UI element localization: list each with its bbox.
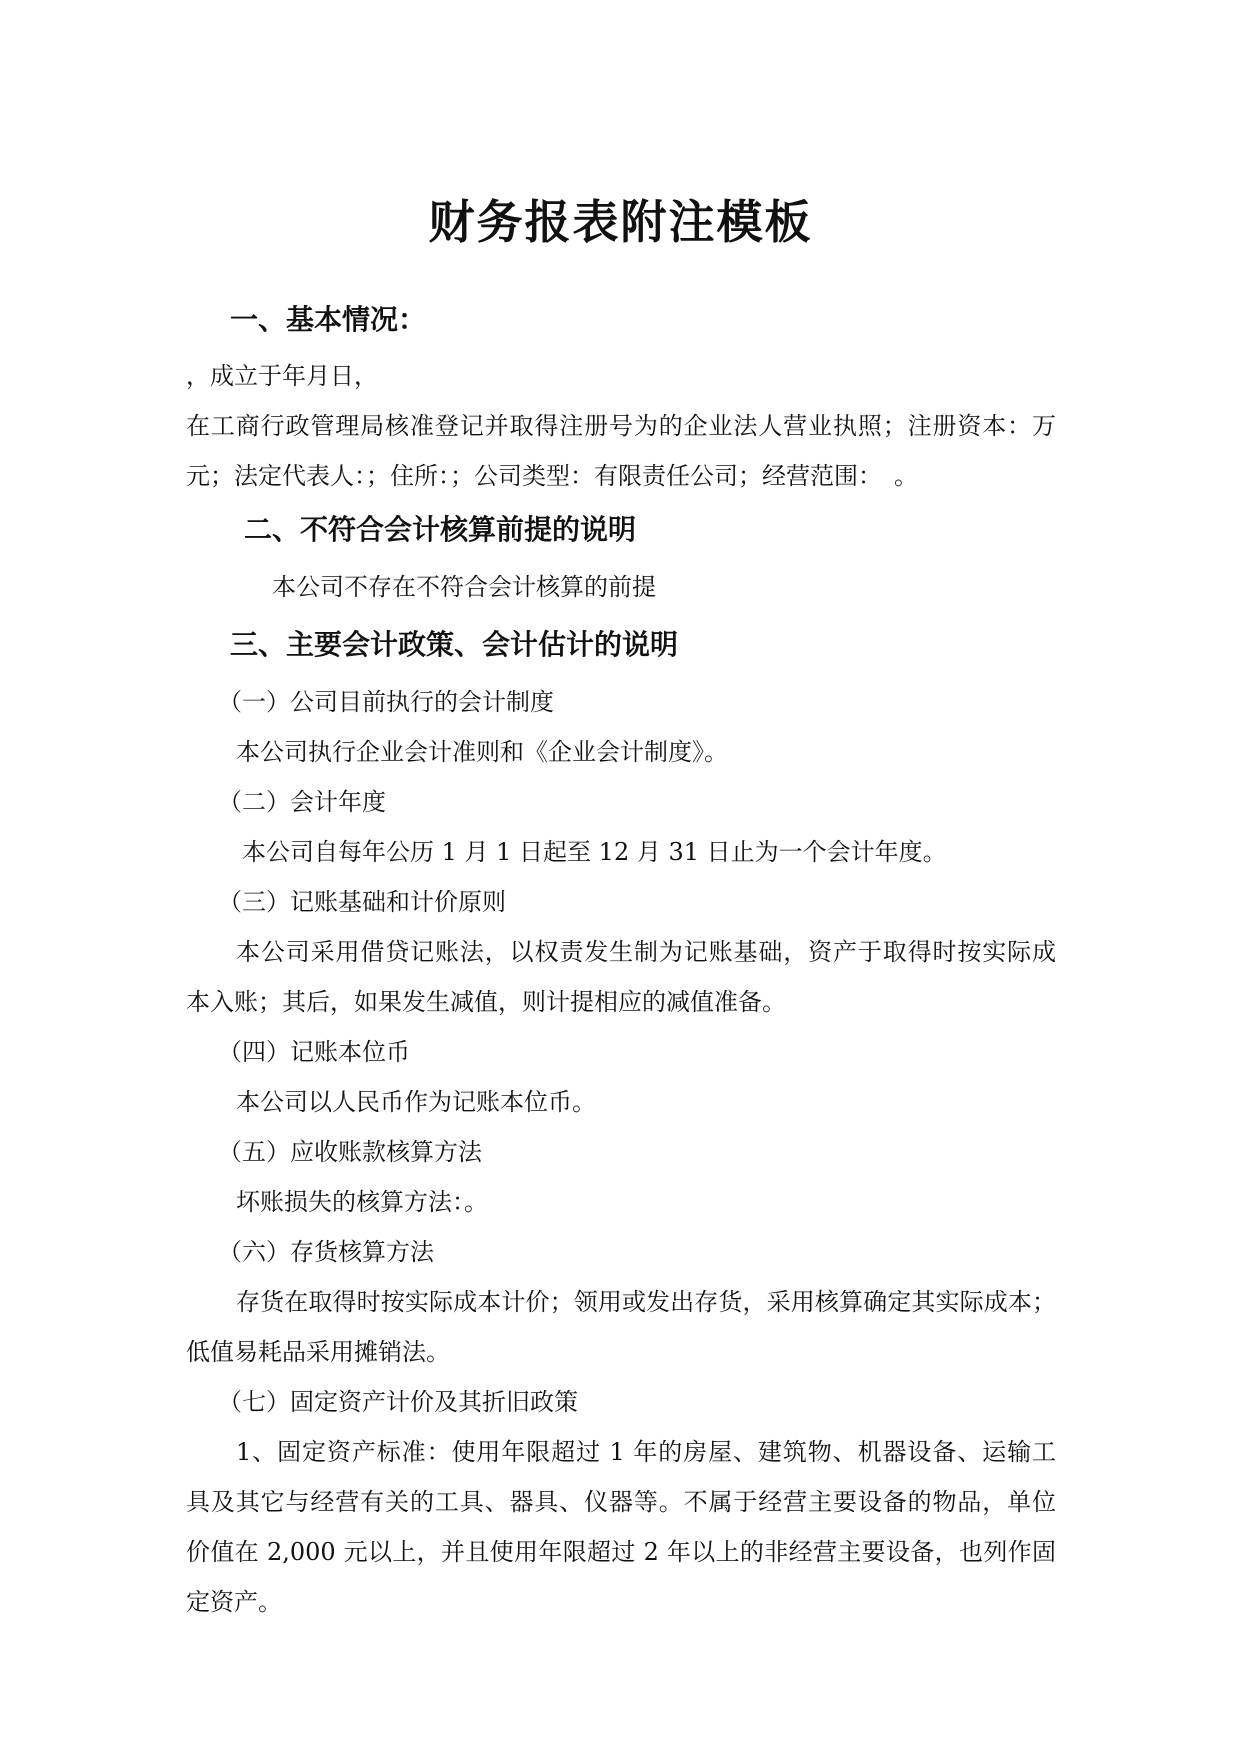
- section-heading-accounting-policies: 三、主要会计政策、会计估计的说明: [230, 628, 679, 661]
- paragraph-line: ，成立于年月日，: [186, 362, 378, 390]
- subheading: （二）会计年度: [218, 788, 386, 816]
- paragraph-line: 本公司不存在不符合会计核算的前提: [272, 573, 656, 601]
- subheading: （一）公司目前执行的会计制度: [218, 688, 554, 716]
- paragraph-line: 本公司执行企业会计准则和《企业会计制度》。: [236, 738, 728, 766]
- paragraph-line: 坏账损失的核算方法：。: [236, 1188, 488, 1216]
- paragraph-line: 在工商行政管理局核准登记并取得注册号为的企业法人营业执照；注册资本：万: [186, 412, 1056, 440]
- paragraph-line: 存货在取得时按实际成本计价；领用或发出存货，采用核算确定其实际成本；: [236, 1288, 1056, 1316]
- paragraph-line: 价值在 2,000 元以上，并且使用年限超过 2 年以上的非经营主要设备，也列作固: [186, 1538, 1056, 1566]
- section-heading-premise: 二、不符合会计核算前提的说明: [244, 513, 637, 546]
- paragraph-line: 低值易耗品采用摊销法。: [186, 1338, 450, 1366]
- document-title: 财务报表附注模板: [428, 195, 813, 249]
- subheading: （五）应收账款核算方法: [218, 1138, 482, 1166]
- paragraph-line: 1、固定资产标准：使用年限超过 1 年的房屋、建筑物、机器设备、运输工: [236, 1438, 1056, 1466]
- paragraph-line: 元；法定代表人：；住所：；公司类型：有限责任公司；经营范围： 。: [186, 462, 918, 490]
- paragraph-line: 本公司采用借贷记账法，以权责发生制为记账基础，资产于取得时按实际成: [236, 938, 1056, 966]
- section-heading-basic-info: 一、基本情况：: [230, 303, 427, 336]
- paragraph-line: 本公司以人民币作为记账本位币。: [236, 1088, 596, 1116]
- subheading: （四）记账本位币: [218, 1038, 410, 1066]
- paragraph-line: 本入账；其后，如果发生减值，则计提相应的减值准备。: [186, 988, 786, 1016]
- paragraph-line: 定资产。: [186, 1588, 282, 1616]
- subheading: （六）存货核算方法: [218, 1238, 434, 1266]
- paragraph-line: 本公司自每年公历 1 月 1 日起至 12 月 31 日止为一个会计年度。: [242, 838, 947, 866]
- subheading: （七）固定资产计价及其折旧政策: [218, 1388, 578, 1416]
- paragraph-line: 具及其它与经营有关的工具、器具、仪器等。不属于经营主要设备的物品，单位: [186, 1488, 1056, 1516]
- subheading: （三）记账基础和计价原则: [218, 888, 506, 916]
